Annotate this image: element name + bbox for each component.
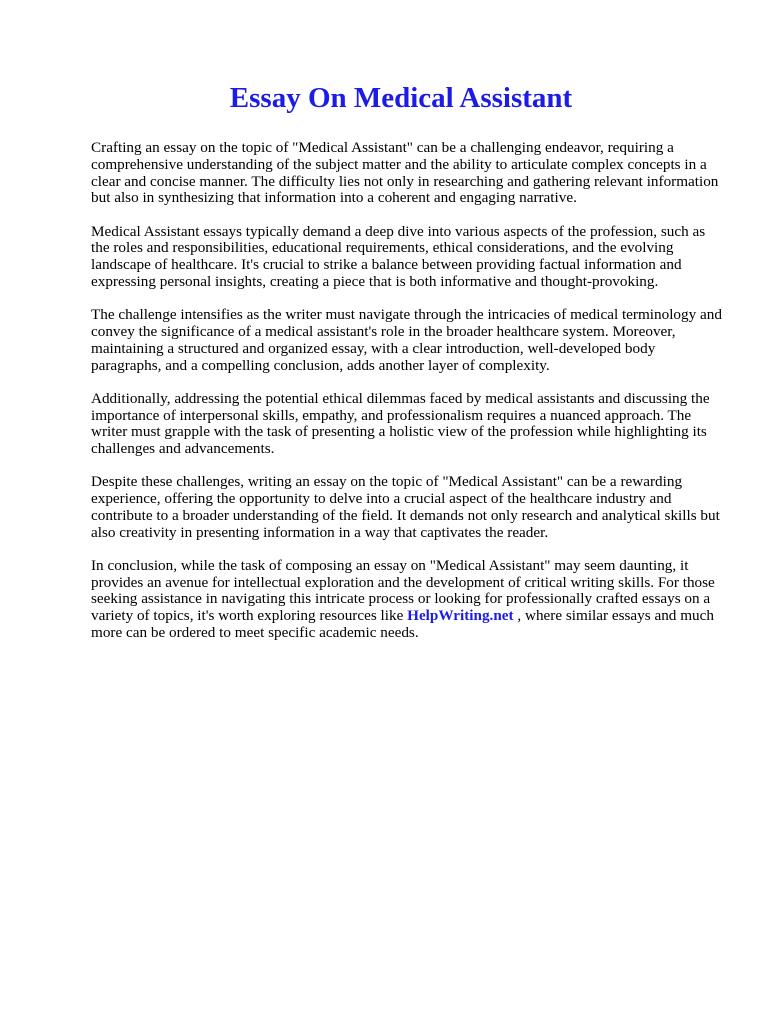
document-title: Essay On Medical Assistant <box>229 82 573 114</box>
conclusion-text-after-link: , where similar essays and much more can be ordered to meet specific academic needs. <box>91 607 714 642</box>
paragraph-5: Despite these challenges, writing an essay on the topic of "Medical Assistant" can be a rewarding experience, offering the opportunity to delve into a crucial aspect of the healthcare industry and contribute to a broader understanding of the field. It demands not only research and analytical skills but also creativity in presenting information in a way that captivates the reader. <box>91 473 720 541</box>
paragraph-2: Medical Assistant essays typically demand a deep dive into various aspects of the profession, such as the roles and responsibilities, educational requirements, ethical considerations, and the evolving landscape of healthcare. It's crucial to strike a balance between providing factual information and expressing personal insights, creating a piece that is both informative and thought-provoking. <box>91 222 706 290</box>
paragraph-conclusion <box>91 558 723 642</box>
paragraph-4: Additionally, addressing the potential ethical dilemmas faced by medical assistants and discussing the importance of interpersonal skills, empathy, and professionalism requires a nuanced approach. The writer must grapple with the task of presenting a holistic view of the profession while highlighting its challenges and advancements. <box>91 389 710 458</box>
paragraph-3: The challenge intensifies as the writer must navigate through the intricacies of medical terminology and convey the significance of a medical assistant's role in the broader healthcare system. Moreover, maintaining a structured and organized essay, with a clear introduction, well-developed body paragraphs, and a compelling conclusion, adds another layer of complexity. <box>91 306 722 374</box>
conclusion-text-before-link: In conclusion, while the task of composing an essay on "Medical Assistant" may seem daunting, it provides an avenue for intellectual exploration and the development of critical writing skills. For those seeking assistance in navigating this intricate process or looking for professionally crafted essays on a variety of topics, it's worth exploring resources like <box>91 556 715 625</box>
paragraph-1: Crafting an essay on the topic of "Medical Assistant" can be a challenging endeavor, requiring a comprehensive understanding of the subject matter and the ability to articulate complex concepts in a clear and concise manner. The difficulty lies not only in researching and gathering relevant information but also in synthesizing that information into a coherent and engaging narrative. <box>91 139 719 207</box>
document-page <box>91 0 723 642</box>
helpwriting-link[interactable]: HelpWriting.net <box>407 607 514 625</box>
